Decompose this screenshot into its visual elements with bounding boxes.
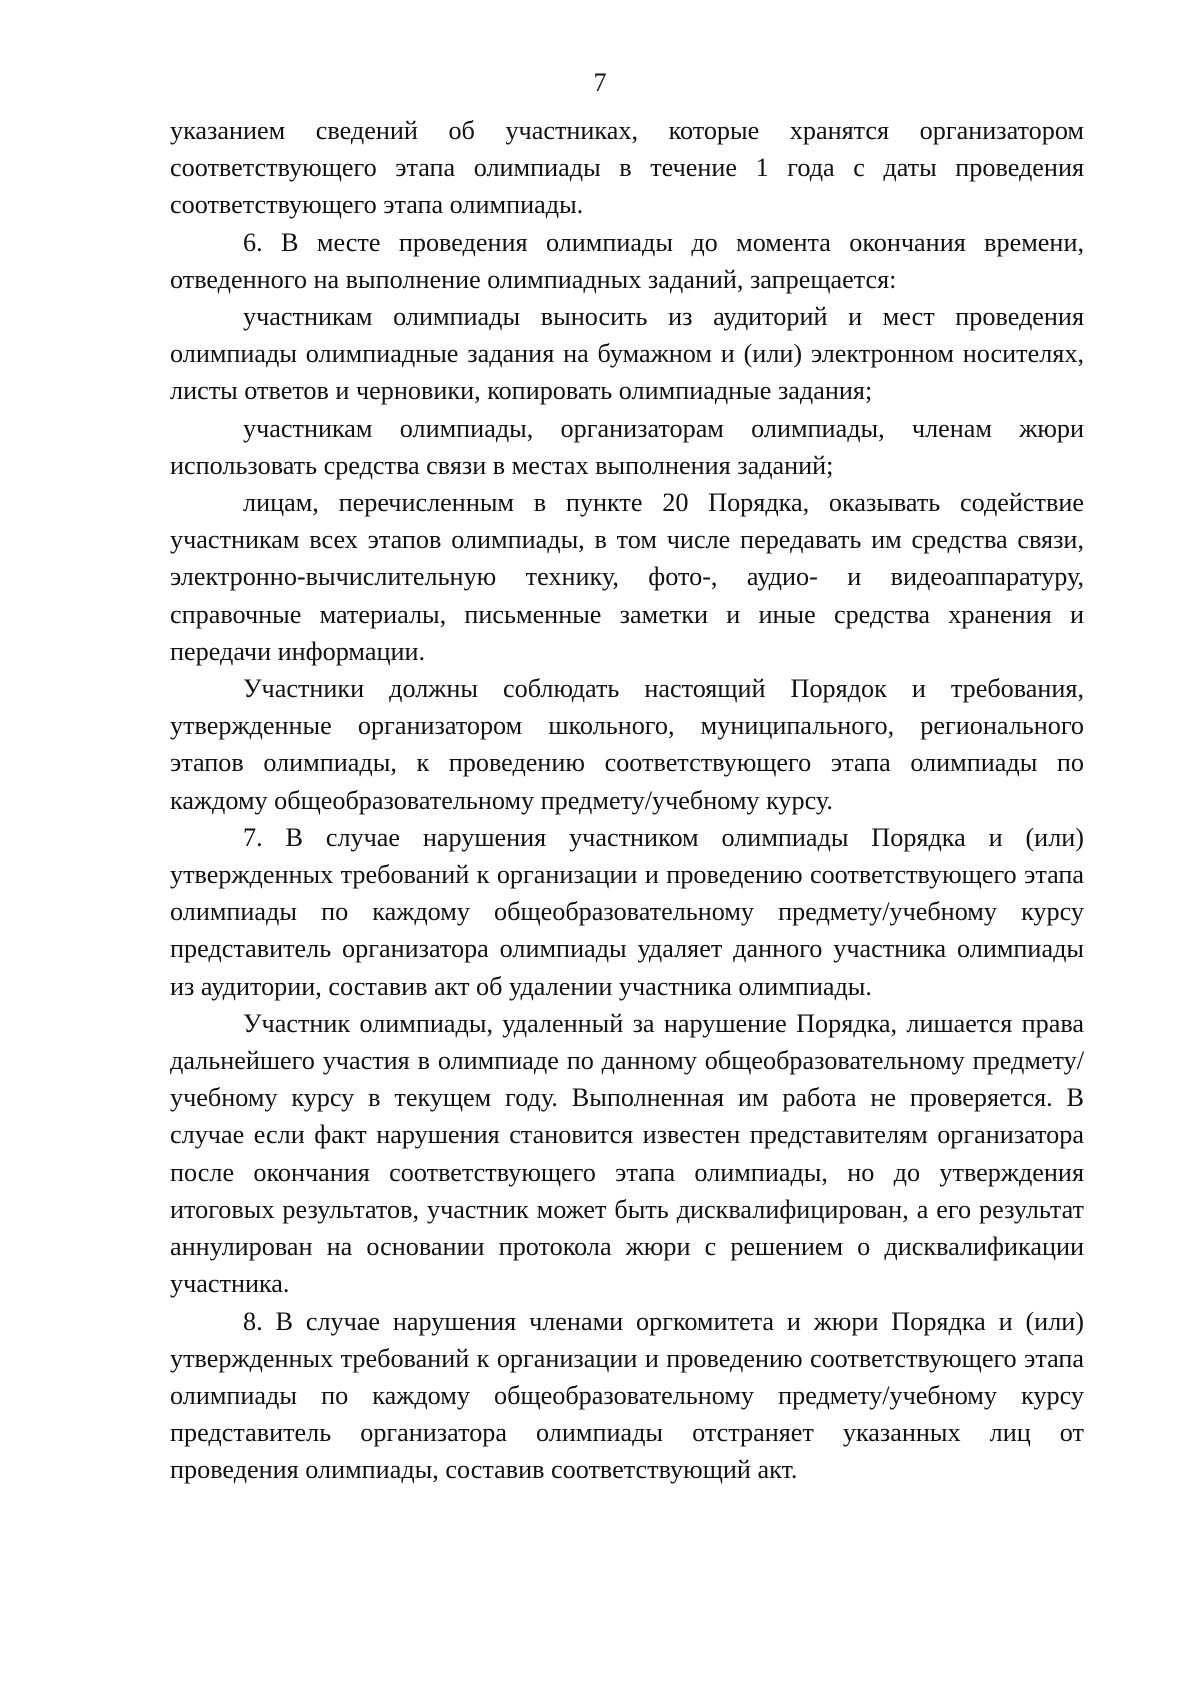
- paragraph-disqualification: Участник олимпиады, удаленный за нарушение Порядка, лишается права дальнейшего участия в олимпиаде по данному общеобразовательному предмету/учебному курсу в текущем году. Выполненная им работа не проверяется. В случае если факт нарушения становится известен представителям организатора после окончания соответствующего этапа олимпиады, но до утверждения итоговых результатов, участник может быть дисквалифицирован, а его результат аннулирован на основании протокола жюри с решением о дисквалификации участника.: [170, 1008, 1084, 1299]
- paragraph-continuation: указанием сведений об участниках, которые хранятся организатором соответствующего этапа олимпиады в течение 1 года с даты проведения соответствующего этапа олимпиады.: [170, 116, 1084, 220]
- page-number: 7: [593, 68, 607, 97]
- paragraph-item-8: 8. В случае нарушения членами оргкомитета и жюри Порядка и (или) утвержденных требований к организации и проведению соответствующего этапа олимпиады по каждому общеобразовательному предмету/учебному курсу представитель организатора олимпиады отстраняет указанных лиц от проведения олимпиады, составив соответствующий акт.: [170, 1306, 1084, 1485]
- paragraph-prohibition-communication: участникам олимпиады, организаторам олимпиады, членам жюри использовать средства связи в местах выполнения заданий;: [170, 413, 1084, 480]
- paragraph-item-6: 6. В месте проведения олимпиады до момента окончания времени, отведенного на выполнение олимпиадных заданий, запрещается:: [170, 227, 1084, 294]
- paragraph-prohibition-materials: участникам олимпиады выносить из аудиторий и мест проведения олимпиады олимпиадные задания на бумажном и (или) электронном носителях, листы ответов и черновики, копировать олимпиадные задания;: [170, 302, 1084, 406]
- paragraph-participant-obligations: Участники должны соблюдать настоящий Порядок и требования, утвержденные организатором школьного, муниципального, регионального этапов олимпиады, к проведению соответствующего этапа олимпиады по каждому общеобразовательному предмету/учебному курсу.: [170, 674, 1084, 815]
- paragraph-prohibition-assistance: лицам, перечисленным в пункте 20 Порядка, оказывать содействие участникам всех этапов олимпиады, в том числе передавать им средства связи, электронно-вычислительную технику, фото-, аудио- и видеоаппаратуру, справочные материалы, письменные заметки и иные средства хранения и передачи информации.: [170, 488, 1084, 666]
- document-body: [170, 112, 1084, 1489]
- paragraph-item-7: 7. В случае нарушения участником олимпиады Порядка и (или) утвержденных требований к организации и проведению соответствующего этапа олимпиады по каждому общеобразовательному предмету/учебному курсу представитель организатора олимпиады удаляет данного участника олимпиады из аудитории, составив акт об удалении участника олимпиады.: [170, 822, 1084, 1001]
